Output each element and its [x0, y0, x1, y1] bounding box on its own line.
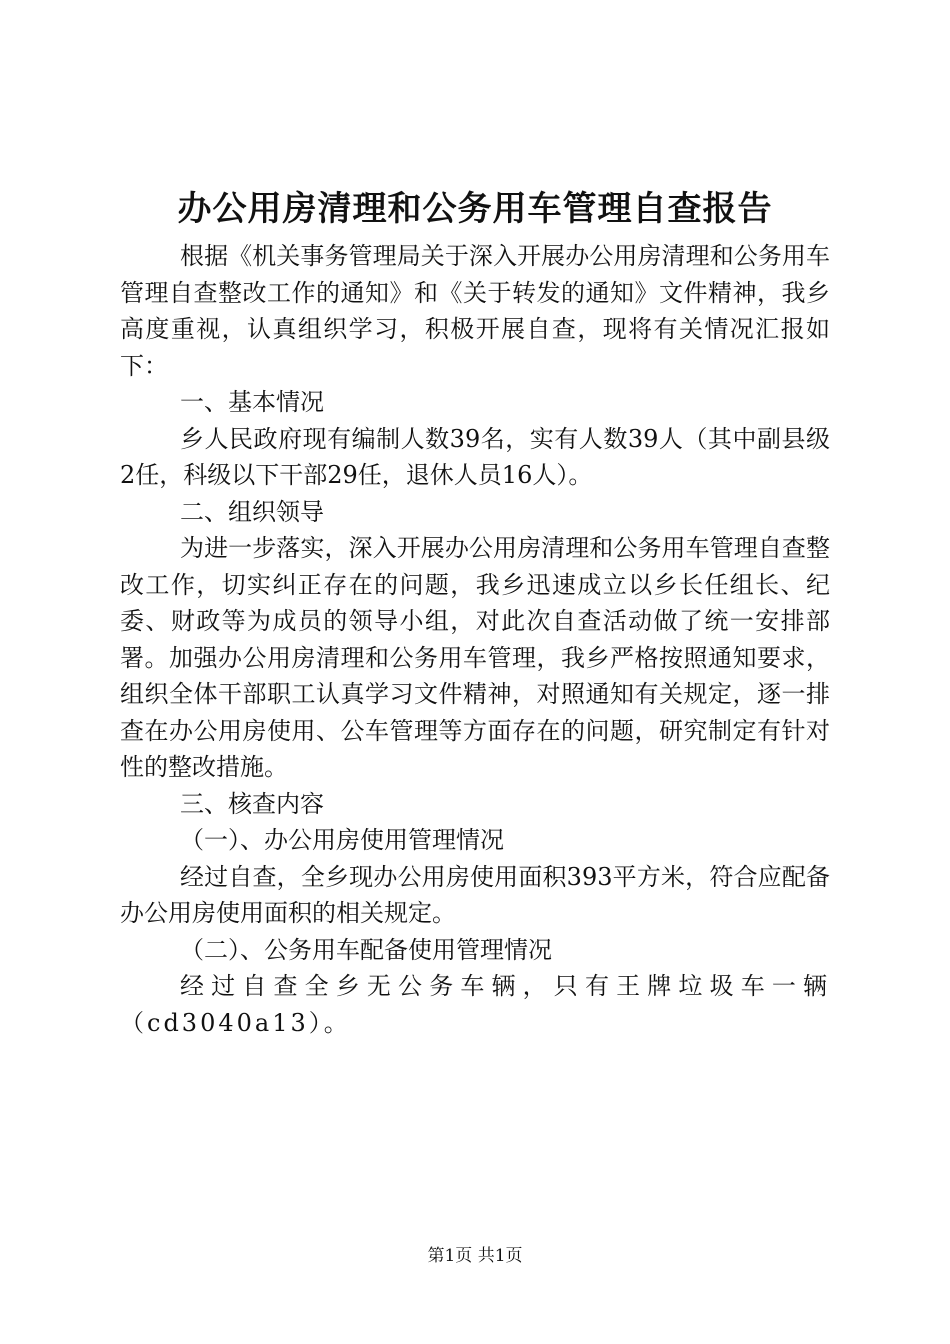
subsection-1-paragraph: 经过自查，全乡现办公用房使用面积393平方米，符合应配备办公用房使用面积的相关规定。 [120, 862, 830, 927]
subsection-2-paragraph: 经过自查全乡无公务车辆，只有王牌垃圾车一辆（cd3040a13）。 [120, 972, 830, 1037]
intro-paragraph: 根据《机关事务管理局关于深入开展办公用房清理和公务用车管理自查整改工作的通知》和《关于转发的通知》文件精神，我乡高度重视，认真组织学习，积极开展自查，现将有关情况汇报如下： [120, 242, 830, 380]
section-2-heading: 二、组织领导 [180, 497, 324, 526]
page-footer: 第1页 共1页 [427, 1246, 523, 1266]
subsection-2-heading: （二）、公务用车配备使用管理情况 [180, 935, 552, 964]
document-title: 办公用房清理和公务用车管理自查报告 [177, 189, 773, 229]
document-body [120, 238, 830, 1041]
section-1-paragraph: 乡人民政府现有编制人数39名，实有人数39人（其中副县级2任，科级以下干部29任，退休人员16人）。 [120, 424, 830, 489]
subsection-1-heading: （一）、办公用房使用管理情况 [180, 826, 504, 854]
section-1-heading: 一、基本情况 [180, 388, 324, 416]
section-3-heading: 三、核查内容 [180, 789, 324, 818]
section-2-paragraph: 为进一步落实，深入开展办公用房清理和公务用车管理自查整改工作，切实纠正存在的问题，我乡迅速成立以乡长任组长、纪委、财政等为成员的领导小组，对此次自查活动做了统一安排部署。加强办公用房清理和公务用车管理，我乡严格按照通知要求，组织全体干部职工认真学习文件精神，对照通知有关规定，逐一排查在办公用房使用、公车管理等方面存在的问题，研究制定有针对性的整改措施。 [120, 534, 830, 781]
